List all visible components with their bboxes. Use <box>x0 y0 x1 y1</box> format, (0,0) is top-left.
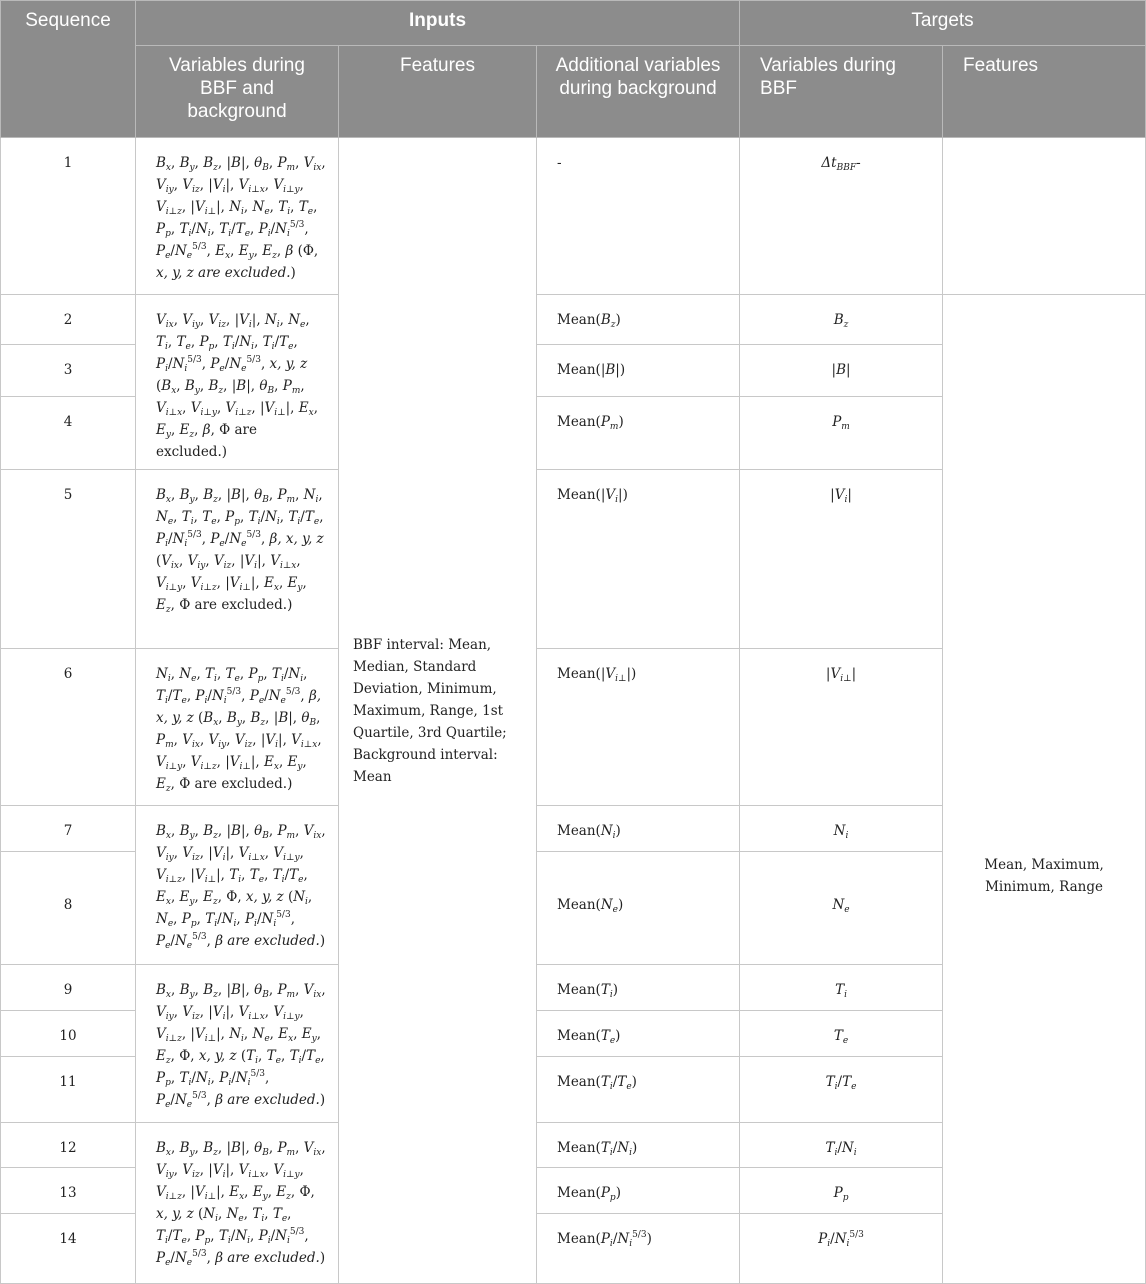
additional-variable-cell: $Mean(T_i)$ <box>537 965 740 1011</box>
header-additional-background: Additional variables during background <box>537 46 740 138</box>
target-variable-cell: $P_i/N_i^{5/3}$ <box>740 1214 943 1284</box>
sequence-cell: 9 <box>1 965 136 1011</box>
sequence-cell: 10 <box>1 1011 136 1057</box>
input-variables-cell: $N_i$, $N_e$, $T_i$, $T_e$, $P_p$, $T_i/N_i$, $T_i/T_e$, $P_i/N_i^{5/3}$, $P_e/N_e^{5/3}$, β, x, y, z ($B_x$, $B_y$, $B_z$, |B|, $\theta_B$, $P_m$, $V_{ix}$, $V_{iy}$, $V_{iz}$, $|V_i|$, $V_{i\perp x}$, $V_{i\perp y}$, $V_{i\perp z}$, $|V_{i\perp}|$, $E_x$, $E_y$, $E_z$, Φ are excluded.) <box>136 649 339 806</box>
sequence-cell: 1 <box>1 138 136 295</box>
input-variables-cell: $B_x$, $B_y$, $B_z$, |B|, $\theta_B$, $P_m$, $V_{ix}$, $V_{iy}$, $V_{iz}$, $|V_i|$, $V_{i\perp x}$, $V_{i\perp y}$, $V_{i\perp z}$, $|V_{i\perp}|$, $T_i$, $T_e$, $T_i/T_e$, $E_x$, $E_y$, $E_z$, Φ, x, y, z ($N_i$, $N_e$, $P_p$, $T_i/N_i$, $P_i/N_i^{5/3}$, $P_e/N_e^{5/3}$, β are excluded.) <box>136 806 339 965</box>
target-variable-cell: $T_e$ <box>740 1011 943 1057</box>
input-variables-cell: $B_x$, $B_y$, $B_z$, |B|, $\theta_B$, $P_m$, $V_{ix}$, $V_{iy}$, $V_{iz}$, $|V_i|$, $V_{i\perp x}$, $V_{i\perp y}$, $V_{i\perp z}$, $|V_{i\perp}|$, $N_i$, $N_e$, $E_x$, $E_y$, $E_z$, Φ, x, y, z ($T_i$, $T_e$, $T_i/T_e$, $P_p$, $T_i/N_i$, $P_i/N_i^{5/3}$, $P_e/N_e^{5/3}$, β are excluded.) <box>136 965 339 1123</box>
additional-variable-cell: $Mean(P_p)$ <box>537 1168 740 1214</box>
sequence-cell: 13 <box>1 1168 136 1214</box>
target-variable-cell: $N_i$ <box>740 806 943 852</box>
target-variable-cell: $P_m$ <box>740 397 943 470</box>
target-variable-cell: $T_i$ <box>740 965 943 1011</box>
target-variable-cell: $N_e$ <box>740 852 943 965</box>
target-features-cell: Mean, Maximum, Minimum, Range <box>943 295 1146 1284</box>
sequence-cell: 3 <box>1 345 136 397</box>
additional-variable-cell: Mean(|B|) <box>537 345 740 397</box>
sequence-cell: 14 <box>1 1214 136 1284</box>
input-variables-cell: $B_x$, $B_y$, $B_z$, |B|, $\theta_B$, $P_m$, $V_{ix}$, $V_{iy}$, $V_{iz}$, $|V_i|$, $V_{i\perp x}$, $V_{i\perp y}$, $V_{i\perp z}$, $|V_{i\perp}|$, $E_x$, $E_y$, $E_z$, Φ, x, y, z ($N_i$, $N_e$, $T_i$, $T_e$, $T_i/T_e$, $P_p$, $T_i/N_i$, $P_i/N_i^{5/3}$, $P_e/N_e^{5/3}$, β are excluded.) <box>136 1123 339 1284</box>
additional-variable-cell: $Mean(P_m)$ <box>537 397 740 470</box>
sequence-cell: 6 <box>1 649 136 806</box>
additional-variable-cell: $Mean(N_e)$ <box>537 852 740 965</box>
header-variables-bbf-background: Variables during BBF and background <box>136 46 339 138</box>
target-variable-cell: $T_i/N_i$ <box>740 1123 943 1168</box>
sequence-cell: 11 <box>1 1057 136 1123</box>
additional-variable-cell: $Mean(P_i/N_i^{5/3})$ <box>537 1214 740 1284</box>
header-variables-bbf: Variables during BBF <box>740 46 943 138</box>
input-features-cell: BBF interval: Mean, Median, Standard Deviation, Minimum, Maximum, Range, 1st Quartile, 3rd Quartile; Background interval: Mean <box>339 138 537 1284</box>
additional-variable-cell: $Mean(B_z)$ <box>537 295 740 345</box>
sequence-cell: 7 <box>1 806 136 852</box>
table-row <box>1 295 1146 345</box>
additional-variable-cell: $Mean(|V_i|)$ <box>537 470 740 649</box>
target-variable-cell: $|V_{i\perp}|$ <box>740 649 943 806</box>
additional-variable-cell: - <box>537 138 740 295</box>
target-variable-cell: $T_i/T_e$ <box>740 1057 943 1123</box>
target-variable-cell: $\Delta t_{BBF}-$ <box>740 138 943 295</box>
header-targets: Targets <box>740 1 1146 46</box>
sequence-cell: 5 <box>1 470 136 649</box>
sequence-cell: 4 <box>1 397 136 470</box>
additional-variable-cell: $Mean(T_e)$ <box>537 1011 740 1057</box>
input-variables-cell: $B_x$, $B_y$, $B_z$, |B|, $\theta_B$, $P_m$, $N_i$, $N_e$, $T_i$, $T_e$, $P_p$, $T_i/N_i$, $T_i/T_e$, $P_i/N_i^{5/3}$, $P_e/N_e^{5/3}$, β, x, y, z ($V_{ix}$, $V_{iy}$, $V_{iz}$, $|V_i|$, $V_{i\perp x}$, $V_{i\perp y}$, $V_{i\perp z}$, $|V_{i\perp}|$, $E_x$, $E_y$, $E_z$, Φ are excluded.) <box>136 470 339 649</box>
additional-variable-cell: $Mean(T_i/N_i)$ <box>537 1123 740 1168</box>
header-inputs: Inputs <box>136 1 740 46</box>
sequence-cell: 12 <box>1 1123 136 1168</box>
table-row <box>1 138 1146 295</box>
sequence-cell: 8 <box>1 852 136 965</box>
additional-variable-cell: $Mean(N_i)$ <box>537 806 740 852</box>
target-variable-cell: $B_z$ <box>740 295 943 345</box>
sequence-cell: 2 <box>1 295 136 345</box>
input-variables-cell: $B_x$, $B_y$, $B_z$, |B|, $\theta_B$, $P_m$, $V_{ix}$, $V_{iy}$, $V_{iz}$, $|V_i|$, $V_{i\perp x}$, $V_{i\perp y}$, $V_{i\perp z}$, $|V_{i\perp}|$, $N_i$, $N_e$, $T_i$, $T_e$, $P_p$, $T_i/N_i$, $T_i/T_e$, $P_i/N_i^{5/3}$, $P_e/N_e^{5/3}$, $E_x$, $E_y$, $E_z$, β (Φ, x, y, z are excluded.) <box>136 138 339 295</box>
additional-variable-cell: $Mean(T_i/T_e)$ <box>537 1057 740 1123</box>
header-features-inputs: Features <box>339 46 537 138</box>
additional-variable-cell: $Mean(|V_{i\perp}|)$ <box>537 649 740 806</box>
header-sequence: Sequence <box>1 1 136 138</box>
target-variable-cell: $|V_i|$ <box>740 470 943 649</box>
target-variable-cell: $P_p$ <box>740 1168 943 1214</box>
input-variables-cell: $V_{ix}$, $V_{iy}$, $V_{iz}$, $|V_i|$, $N_i$, $N_e$, $T_i$, $T_e$, $P_p$, $T_i/N_i$, $T_i/T_e$, $P_i/N_i^{5/3}$, $P_e/N_e^{5/3}$, x, y, z ($B_x$, $B_y$, $B_z$, |B|, $\theta_B$, $P_m$, $V_{i\perp x}$, $V_{i\perp y}$, $V_{i\perp z}$, $|V_{i\perp}|$, $E_x$, $E_y$, $E_z$, β, Φ are excluded.) <box>136 295 339 470</box>
target-variable-cell: |B| <box>740 345 943 397</box>
empty-cell <box>943 138 1146 295</box>
header-features-targets: Features <box>943 46 1146 138</box>
